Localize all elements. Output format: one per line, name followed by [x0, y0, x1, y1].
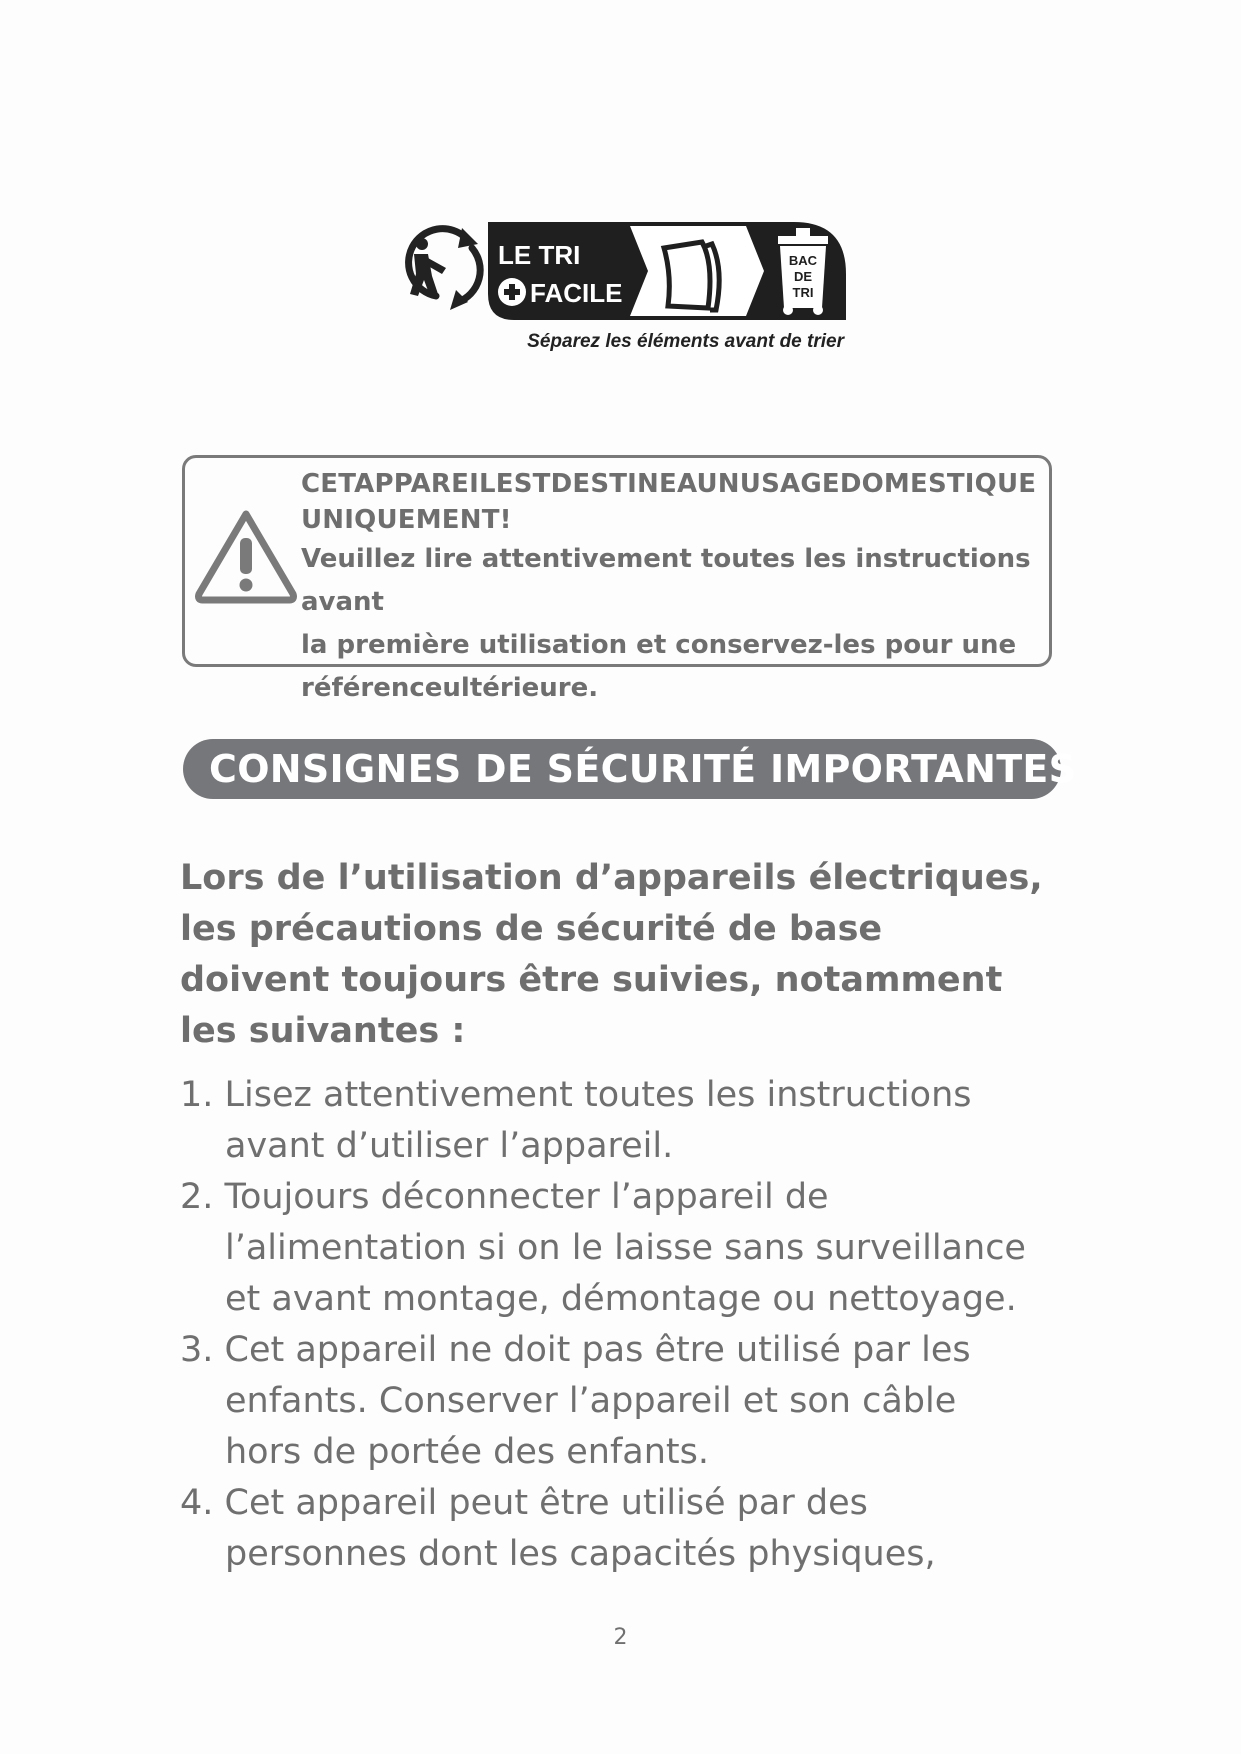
instruction-item [180, 1070, 1080, 1172]
intro-line: doivent toujours être suivies, notamment [180, 960, 1003, 1000]
instruction-item [180, 1478, 1080, 1580]
triman-recycling-logo [392, 214, 852, 364]
intro-line: les précautions de sécurité de base [180, 909, 883, 949]
tri-label-line2: FACILE [530, 278, 623, 308]
intro-line: Lors de l’utilisation d’appareils électriques, [180, 858, 1043, 898]
instruction-line: et avant montage, démontage ou nettoyage. [225, 1279, 1017, 1319]
warning-title-line1: CETAPPAREILESTDESTINEAUNUSAGEDOMESTIQUE [301, 469, 1037, 499]
warning-title-line2: UNIQUEMENT! [301, 505, 512, 535]
recycling-bin-icon [778, 228, 828, 315]
page-number: 2 [613, 1625, 628, 1650]
instruction-line: personnes dont les capacités physiques, [225, 1534, 936, 1574]
intro-paragraph [180, 853, 1080, 1057]
instruction-line: 2. Toujours déconnecter l’appareil de [180, 1177, 829, 1217]
instruction-line: avant d’utiliser l’appareil. [225, 1126, 674, 1166]
bin-text-1: BAC [788, 253, 818, 268]
warning-triangle-icon [193, 506, 299, 606]
instruction-line: 4. Cet appareil peut être utilisé par des [180, 1483, 868, 1523]
instruction-line: l’alimentation si on le laisse sans surveillance [225, 1228, 1026, 1268]
warning-text [301, 466, 1035, 710]
warning-body-line2: la première utilisation et conservez-les pour une [301, 630, 1017, 660]
instruction-item [180, 1172, 1080, 1325]
instruction-line: 1. Lisez attentivement toutes les instructions [180, 1075, 972, 1115]
warning-body-line3: référenceultérieure. [301, 673, 599, 703]
bin-text-2: DE [793, 269, 813, 284]
tri-label-line1: LE TRI [498, 240, 581, 270]
section-title: CONSIGNES DE SÉCURITÉ IMPORTANTES [183, 739, 1061, 799]
triman-caption: Séparez les éléments avant de trier [527, 331, 844, 352]
plus-icon [498, 278, 526, 306]
instruction-line: enfants. Conserver l’appareil et son câble [225, 1381, 957, 1421]
warning-body-line1: Veuillez lire attentivement toutes les instructions avant [301, 544, 1031, 617]
instruction-line: hors de portée des enfants. [225, 1432, 710, 1472]
instruction-item [180, 1325, 1080, 1478]
intro-line: les suivantes : [180, 1011, 466, 1051]
bin-text-3: TRI [792, 285, 814, 300]
instruction-line: 3. Cet appareil ne doit pas être utilisé par les [180, 1330, 971, 1370]
warning-box [182, 455, 1052, 703]
instruction-list [180, 1070, 1080, 1580]
